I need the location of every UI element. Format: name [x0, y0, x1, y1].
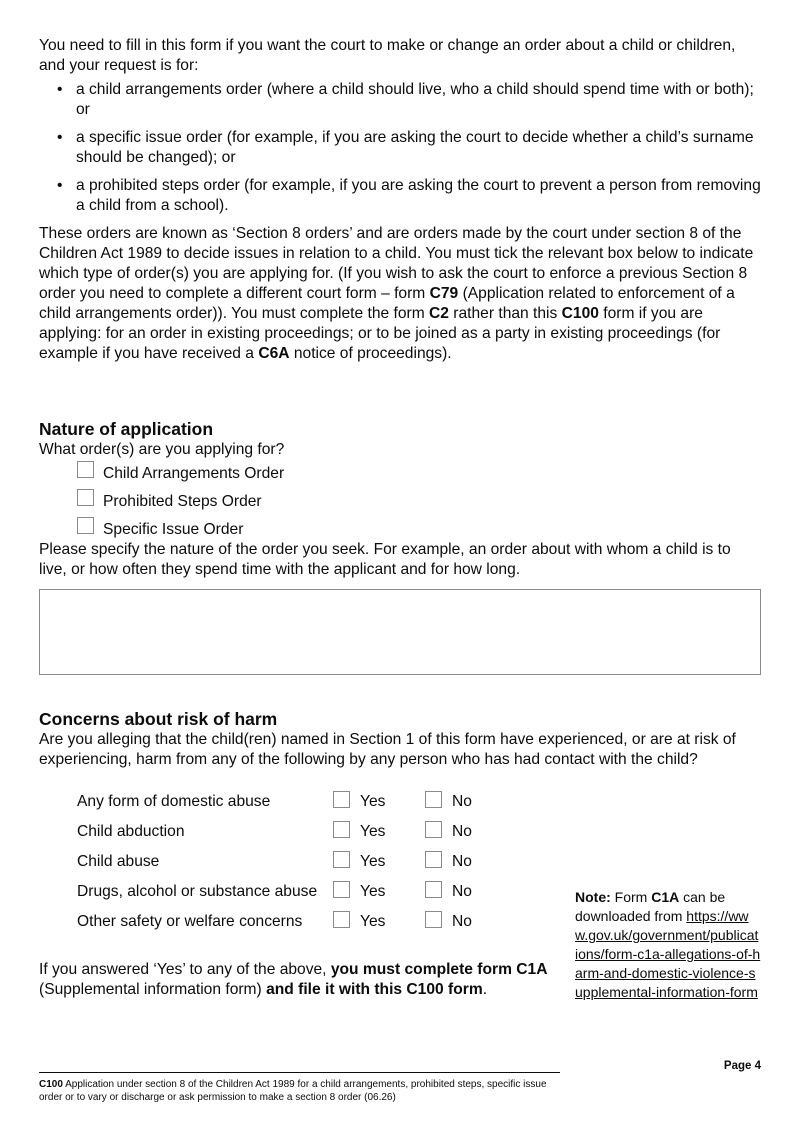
yes-label: Yes — [360, 793, 386, 810]
option-prohibited-steps[interactable] — [77, 488, 761, 516]
yes-checkbox[interactable] — [333, 821, 350, 838]
harm-questions — [77, 790, 537, 940]
text-run: can be downloaded from — [575, 889, 726, 924]
option-child-arrangements[interactable] — [77, 460, 761, 488]
c1a-download-note — [575, 888, 761, 1002]
form-code: C100 — [39, 1079, 63, 1090]
note-label: Note: — [575, 889, 611, 905]
section-8-explanation — [39, 224, 761, 364]
option-label: Prohibited Steps Order — [103, 493, 262, 510]
order-details-textarea[interactable] — [39, 589, 761, 675]
section-question: What order(s) are you applying for? — [39, 441, 285, 458]
yes-label: Yes — [360, 883, 386, 900]
text-run: (Supplemental information form) — [39, 981, 267, 998]
text-run: rather than this — [448, 305, 562, 322]
no-checkbox[interactable] — [425, 911, 442, 928]
yes-checkbox[interactable] — [333, 911, 350, 928]
list-item: • a child arrangements order (where a child should live, who a child should spend time with or both); or — [39, 80, 761, 120]
form-code-c2: C2 — [429, 305, 449, 322]
form-code-c100: C100 — [561, 305, 599, 322]
option-label: Child Arrangements Order — [103, 465, 285, 482]
intro-section — [39, 36, 761, 364]
yes-instructions — [39, 960, 569, 1000]
intro-text: You need to fill in this form if you want the court to make or change an order about a child or children, and your request is for: — [39, 37, 736, 74]
section-question: Are you alleging that the child(ren) named in Section 1 of this form have experienced, or are at risk of experiencing, harm from any of the following by any person who has had contact with the child? — [39, 731, 736, 768]
list-item: • a specific issue order (for example, if you are asking the court to decide whether a child’s surname should be changed); or — [39, 128, 761, 168]
harm-label: Drugs, alcohol or substance abuse — [77, 883, 318, 900]
page-number: Page 4 — [723, 1060, 761, 1072]
emphasis: you must complete form C1A — [330, 961, 548, 978]
harm-label: Child abuse — [77, 853, 160, 870]
text-run: notice of proceedings). — [289, 345, 452, 362]
text-run: (Application related to enforcement of a child arrangements order)). You must complete the form — [39, 285, 735, 322]
text-run: form if you are applying: for an order in existing proceedings; or to be joined as a party in existing proceedings (for example if you have received a — [39, 305, 721, 362]
harm-row-child-abuse — [77, 850, 537, 880]
section-heading: Concerns about risk of harm — [39, 709, 278, 729]
yes-label: Yes — [360, 853, 386, 870]
no-label: No — [452, 823, 472, 840]
order-type-list — [39, 80, 761, 216]
harm-row-other-concerns — [77, 910, 537, 940]
harm-label: Other safety or welfare concerns — [77, 913, 303, 930]
form-code-c79: C79 — [429, 285, 459, 302]
harm-row-domestic-abuse — [77, 790, 537, 820]
yes-label: Yes — [360, 823, 386, 840]
no-label: No — [452, 853, 472, 870]
nature-of-application-section — [39, 418, 761, 580]
form-code-c6a: C6A — [258, 345, 290, 362]
form-code-c1a: C1A — [651, 889, 680, 905]
harm-label: Child abduction — [77, 823, 185, 840]
option-label: Specific Issue Order — [103, 521, 244, 538]
specify-instructions: Please specify the nature of the order you seek. For example, an order about with whom a child is to live, or how often they spend time with the applicant and for how long. — [39, 541, 731, 578]
yes-checkbox[interactable] — [333, 851, 350, 868]
no-checkbox[interactable] — [425, 851, 442, 868]
yes-checkbox[interactable] — [333, 881, 350, 898]
harm-row-child-abduction — [77, 820, 537, 850]
checkbox[interactable] — [77, 489, 94, 506]
yes-label: Yes — [360, 913, 386, 930]
c1a-download-link[interactable]: https://www.gov.uk/government/publications/form-c1a-allegations-of-harm-and-domestic-violence-supplemental-information-form — [575, 908, 761, 1000]
text-run: These orders are known as ‘Section 8 orders’ and are orders made by the court under section 8 of the Children Act 1989 to decide issues in relation to a child. You must tick the relevant box below to indicate which type of order(s) you are applying for. (If you wish to ask the court to enforce a previous Section 8 order you need to complete a different court form – form — [39, 225, 754, 302]
footer-divider — [39, 1072, 560, 1073]
risk-of-harm-section — [39, 708, 761, 770]
text-run: . — [482, 981, 488, 998]
no-checkbox[interactable] — [425, 881, 442, 898]
checkbox[interactable] — [77, 461, 94, 478]
yes-checkbox[interactable] — [333, 791, 350, 808]
no-label: No — [452, 883, 472, 900]
no-checkbox[interactable] — [425, 791, 442, 808]
text-run: If you answered ‘Yes’ to any of the above, — [39, 961, 331, 978]
footer-text — [39, 1078, 560, 1104]
form-title: Application under section 8 of the Children Act 1989 for a child arrangements, prohibited steps, specific issue order or to vary or discharge or ask permission to make a section 8 order (06.26) — [39, 1079, 547, 1103]
no-label: No — [452, 913, 472, 930]
harm-label: Any form of domestic abuse — [77, 793, 271, 810]
text-run: Form — [610, 889, 652, 905]
checkbox[interactable] — [77, 517, 94, 534]
no-checkbox[interactable] — [425, 821, 442, 838]
no-label: No — [452, 793, 472, 810]
harm-row-substance-abuse — [77, 880, 537, 910]
emphasis: and file it with this C100 form — [266, 981, 483, 998]
section-heading: Nature of application — [39, 419, 214, 439]
list-item: • a prohibited steps order (for example, if you are asking the court to prevent a person from removing a child from a school). — [39, 176, 761, 216]
